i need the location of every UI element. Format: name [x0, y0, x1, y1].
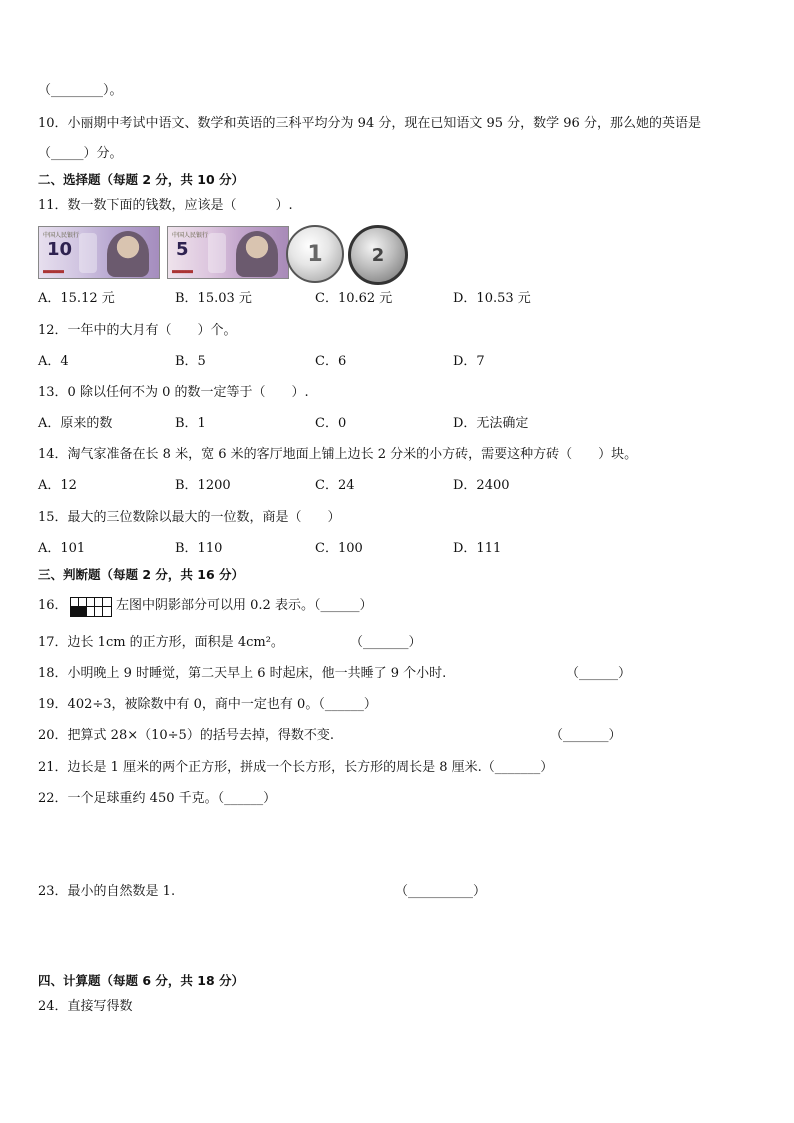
q15-option-c: C．100 [315, 541, 363, 556]
bill-serial: ■■■■■■■ [43, 269, 65, 275]
q12-option-d: D．7 [453, 354, 485, 369]
portrait-icon [236, 231, 278, 277]
shaded-grid-figure [70, 597, 112, 617]
q13-option-d: D．无法确定 [453, 416, 529, 431]
q19-text: 19．402÷3，被除数中有 0，商中一定也有 0。（______） [38, 697, 377, 712]
grid-cell [103, 607, 111, 616]
bill-header: 中国人民银行 [172, 232, 209, 239]
q12-option-a: A．4 [38, 354, 69, 369]
bill-watermark [208, 233, 226, 273]
section3-heading: 三、判断题（每题 2 分，共 16 分） [38, 567, 245, 582]
q11-option-b: B．15.03 元 [175, 291, 252, 306]
q9-tail: （________）。 [38, 83, 123, 98]
q12-option-b: B．5 [175, 354, 206, 369]
q18-blank: （______） [566, 666, 632, 681]
grid-cell [79, 598, 87, 607]
q14-text: 14．淘气家准备在长 8 米，宽 6 米的客厅地面上铺上边长 2 分米的小方砖，需要这种方砖（ ）块。 [38, 447, 638, 462]
ten-yuan-banknote-image [38, 226, 160, 279]
q21-text: 21．边长是 1 厘米的两个正方形，拼成一个长方形，长方形的周长是 8 厘米.（_______） [38, 760, 554, 775]
bill-value: 5 [176, 239, 189, 260]
q22-text: 22．一个足球重约 450 千克。（______） [38, 791, 277, 806]
q20-blank: （_______） [550, 728, 622, 743]
section2-heading: 二、选择题（每题 2 分，共 10 分） [38, 172, 245, 187]
five-yuan-banknote-image [167, 226, 289, 279]
q18-text: 18．小明晚上 9 时睡觉，第二天早上 6 时起床，他一共睡了 9 个小时. [38, 666, 447, 681]
q20-text: 20．把算式 28×（10÷5）的括号去掉，得数不变. [38, 728, 334, 743]
section4-heading: 四、计算题（每题 6 分，共 18 分） [38, 973, 245, 988]
grid-cell [87, 607, 95, 616]
q24-text: 24．直接写得数 [38, 999, 133, 1014]
grid-cell [71, 598, 79, 607]
q15-option-a: A．101 [38, 541, 86, 556]
q16-text: 左图中阴影部分可以用 0.2 表示。（______） [116, 598, 373, 613]
q10-text: 10．小丽期中考试中语文、数学和英语的三科平均分为 94 分，现在已知语文 95 分，数学 96 分，那么她的英语是 [38, 116, 701, 131]
q17-text: 17．边长 1cm 的正方形，面积是 4cm²。 [38, 635, 284, 650]
bill-watermark [79, 233, 97, 273]
grid-cell [95, 607, 103, 616]
grid-cell-shaded [71, 607, 79, 616]
grid-cell [87, 598, 95, 607]
grid-cell [95, 598, 103, 607]
q11-text: 11．数一数下面的钱数，应该是（ ）. [38, 198, 293, 213]
q14-option-d: D．2400 [453, 478, 510, 493]
q10-tail: （_____）分。 [38, 146, 123, 161]
q13-text: 13．0 除以任何不为 0 的数一定等于（ ）. [38, 385, 309, 400]
one-yuan-coin-image [286, 225, 344, 283]
q14-option-c: C．24 [315, 478, 355, 493]
q12-text: 12．一年中的大月有（ ）个。 [38, 323, 237, 338]
bill-header: 中国人民银行 [43, 232, 80, 239]
q11-option-c: C．10.62 元 [315, 291, 393, 306]
q17-blank: （_______） [350, 635, 422, 650]
bill-serial: ■■■■■■■ [172, 269, 194, 275]
q15-option-b: B．110 [175, 541, 223, 556]
coin-value: 2 [371, 244, 385, 266]
grid-cell-shaded [79, 607, 87, 616]
q15-text: 15．最大的三位数除以最大的一位数，商是（ ） [38, 510, 341, 525]
grid-cell [103, 598, 111, 607]
bill-value: 10 [47, 239, 73, 260]
q13-option-b: B．1 [175, 416, 206, 431]
portrait-icon [107, 231, 149, 277]
coin-value: 1 [307, 241, 323, 267]
q11-option-d: D．10.53 元 [453, 291, 531, 306]
two-fen-coin-image [348, 225, 408, 285]
q14-option-b: B．1200 [175, 478, 231, 493]
q15-option-d: D．111 [453, 541, 502, 556]
q11-option-a: A．15.12 元 [38, 291, 115, 306]
q14-option-a: A．12 [38, 478, 77, 493]
q16-number: 16． [38, 598, 68, 613]
q13-option-a: A．原来的数 [38, 416, 113, 431]
q13-option-c: C．0 [315, 416, 347, 431]
q12-option-c: C．6 [315, 354, 347, 369]
q23-blank: （__________） [395, 884, 487, 899]
q23-text: 23．最小的自然数是 1. [38, 884, 176, 899]
